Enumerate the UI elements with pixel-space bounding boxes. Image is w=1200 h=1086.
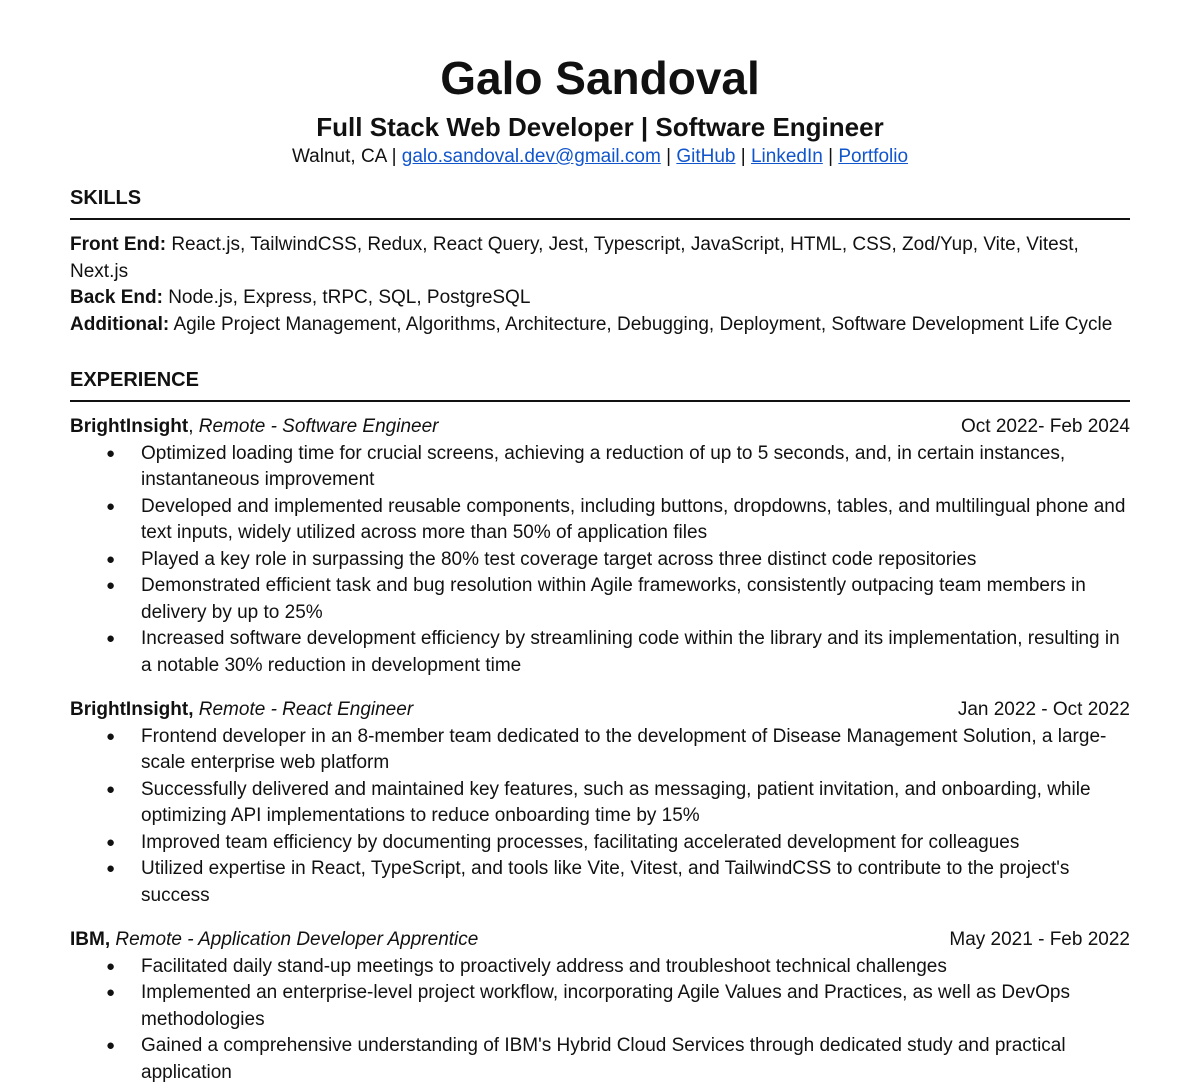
job-bullet: ● Improved team efficiency by documenting processes, facilitating accelerated development for colleagues (70, 830, 1130, 857)
skills-additional-value: Agile Project Management, Algorithms, Architecture, Debugging, Deployment, Software Development Life Cycle (173, 314, 1112, 335)
skills-frontend-value: React.js, TailwindCSS, Redux, React Query, Jest, Typescript, JavaScript, HTML, CSS, Zod/Yup, Vite, Vitest, Next.js (70, 234, 1079, 282)
job-bullet: ● Developed and implemented reusable components, including buttons, dropdowns, tables, and multilingual phone and text inputs, widely utilized across more than 50% of application files (70, 494, 1130, 547)
job-bullet: ● Increased software development efficiency by streamlining code within the library and its implementation, resulting in a notable 30% reduction in development time (70, 626, 1130, 679)
job-bullet: ● Frontend developer in an 8-member team dedicated to the development of Disease Management Solution, a large-scale enterprise web platform (70, 724, 1130, 777)
separator: | (741, 146, 746, 167)
job-company: BrightInsight, (70, 699, 193, 720)
job-bullet: ● Facilitated daily stand-up meetings to proactively address and troubleshoot technical challenges (70, 954, 1130, 981)
job-bullet: ● Gained a comprehensive understanding of IBM's Hybrid Cloud Services through dedicated study and practical application (70, 1033, 1130, 1086)
job-bullet: ● Utilized expertise in React, TypeScript, and tools like Vite, Vitest, and TailwindCSS to contribute to the project's success (70, 856, 1130, 909)
separator: | (392, 146, 397, 167)
job-bullets (70, 724, 1130, 910)
job-title-line: BrightInsight, Remote - Software Engineer (70, 414, 439, 441)
job-dates: Jan 2022 - Oct 2022 (958, 697, 1130, 724)
skills-backend-value: Node.js, Express, tRPC, SQL, PostgreSQL (168, 287, 530, 308)
experience-list (70, 414, 1130, 1086)
separator: | (666, 146, 671, 167)
job-dates: Oct 2022- Feb 2024 (961, 414, 1130, 441)
skills-section (70, 232, 1130, 338)
skills-frontend-label: Front End: (70, 234, 166, 255)
candidate-headline: Full Stack Web Developer | Software Engineer (70, 110, 1130, 144)
job-title-line (70, 697, 413, 724)
job-role: Remote - React Engineer (199, 699, 413, 720)
job-bullet: ● Demonstrated efficient task and bug resolution within Agile frameworks, consistently outpacing team members in delivery by up to 25% (70, 573, 1130, 626)
skills-additional-label: Additional: (70, 314, 169, 335)
job-entry (70, 414, 1130, 679)
linkedin-link[interactable]: LinkedIn (751, 146, 823, 167)
skills-frontend-row (70, 232, 1130, 285)
job-entry (70, 697, 1130, 909)
email-link[interactable]: galo.sandoval.dev@gmail.com (402, 146, 661, 167)
job-company: IBM, (70, 929, 110, 950)
skills-backend-row (70, 285, 1130, 312)
experience-heading: EXPERIENCE (70, 366, 1130, 402)
skills-backend-label: Back End: (70, 287, 163, 308)
job-bullets (70, 954, 1130, 1086)
contact-line (70, 144, 1130, 170)
github-link[interactable]: GitHub (676, 146, 735, 167)
separator: | (828, 146, 833, 167)
job-title-line (70, 927, 478, 954)
candidate-name: Galo Sandoval (70, 0, 1130, 106)
job-role: Remote - Software Engineer (199, 416, 439, 437)
job-header (70, 697, 1130, 724)
job-bullet: ● Optimized loading time for crucial screens, achieving a reduction of up to 5 seconds, and, in certain instances, instantaneous improvement (70, 441, 1130, 494)
job-header (70, 927, 1130, 954)
job-company: BrightInsight (70, 416, 188, 437)
resume-header (70, 0, 1130, 170)
location: Walnut, CA (292, 146, 386, 167)
job-role: Remote - Application Developer Apprentice (115, 929, 478, 950)
job-dates: May 2021 - Feb 2022 (949, 927, 1130, 954)
job-bullet: ● Played a key role in surpassing the 80% test coverage target across three distinct code repositories (70, 547, 1130, 574)
skills-heading: SKILLS (70, 184, 1130, 220)
job-bullet: ● Implemented an enterprise-level project workflow, incorporating Agile Values and Practices, as well as DevOps methodologies (70, 980, 1130, 1033)
job-header (70, 414, 1130, 441)
job-bullet: ● Successfully delivered and maintained key features, such as messaging, patient invitation, and onboarding, while optimizing API implementations to reduce onboarding time by 15% (70, 777, 1130, 830)
skills-additional-row (70, 312, 1130, 339)
job-entry (70, 927, 1130, 1086)
job-bullets (70, 441, 1130, 680)
portfolio-link[interactable]: Portfolio (838, 146, 908, 167)
